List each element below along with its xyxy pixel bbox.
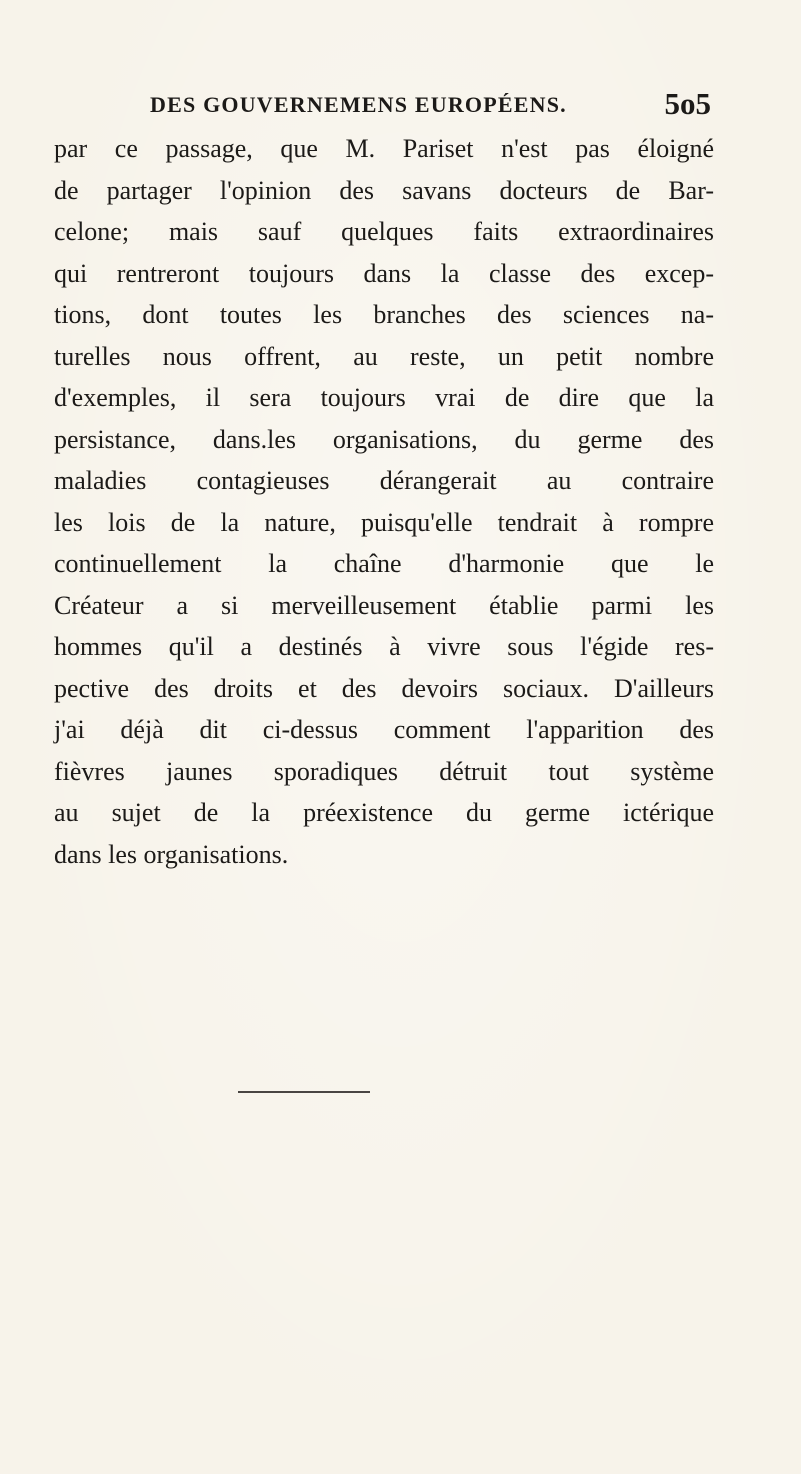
- text-line: par ce passage, que M. Pariset n'est pas éloigné: [54, 134, 714, 163]
- text-line: au sujet de la préexistence du germe ictérique: [54, 798, 714, 827]
- text-line: hommes qu'il a destinés à vivre sous l'égide res-: [54, 632, 714, 661]
- text-line: tions, dont toutes les branches des sciences na-: [54, 300, 714, 329]
- running-head: [54, 88, 710, 128]
- body-paragraph: [54, 128, 714, 875]
- text-line: continuellement la chaîne d'harmonie que le: [54, 549, 714, 578]
- text-line: d'exemples, il sera toujours vrai de dire que la: [54, 383, 714, 412]
- text-line: qui rentreront toujours dans la classe des excep-: [54, 258, 714, 288]
- text-line-final: dans les organisations.: [54, 839, 289, 869]
- text-line: j'ai déjà dit ci-dessus comment l'apparition des: [54, 715, 714, 744]
- text-line: turelles nous offrent, au reste, un petit nombre: [54, 341, 714, 371]
- text-line: Créateur a si merveilleusement établie parmi les: [54, 590, 714, 620]
- text-line: celone; mais sauf quelques faits extraordinaires: [54, 217, 714, 246]
- text-line: fièvres jaunes sporadiques détruit tout système: [54, 756, 714, 786]
- running-title: DES GOUVERNEMENS EUROPÉENS.: [150, 92, 567, 117]
- text-line: maladies contagieuses dérangerait au contraire: [54, 466, 714, 495]
- text-line: de partager l'opinion des savans docteurs de Bar-: [54, 175, 714, 205]
- text-line: pective des droits et des devoirs sociaux. D'ailleurs: [54, 673, 714, 703]
- page-number: 5o5: [664, 86, 711, 121]
- text-line: les lois de la nature, puisqu'elle tendrait à rompre: [54, 507, 714, 537]
- section-divider: [238, 1091, 370, 1093]
- text-line: persistance, dans.les organisations, du germe des: [54, 424, 714, 454]
